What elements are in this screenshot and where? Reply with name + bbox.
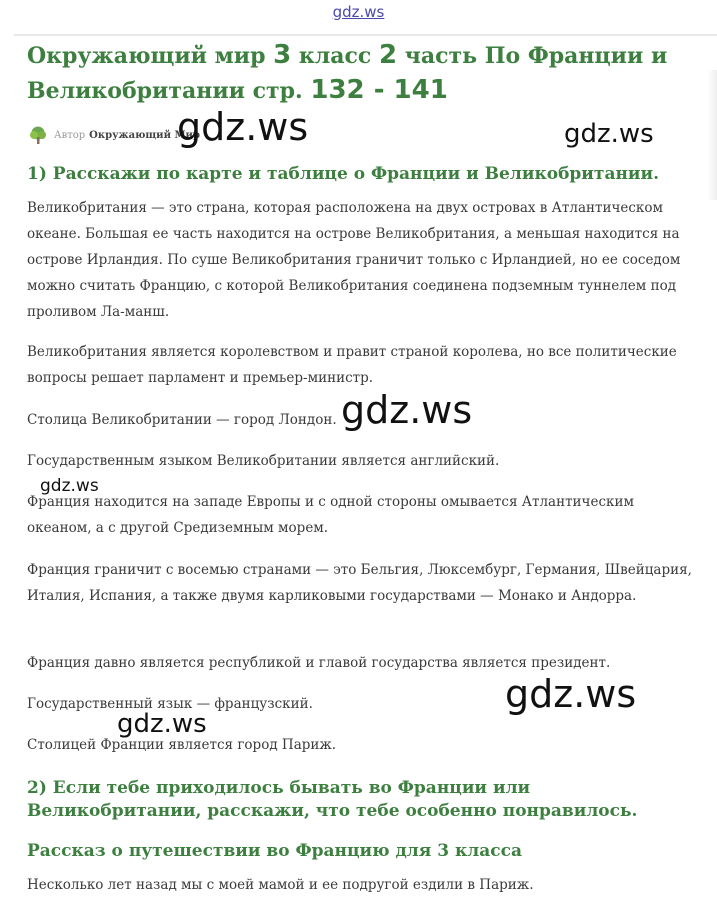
paragraph: Великобритания является королевством и правит страной королева, но все политические вопросы решает парламент и премьер-министр. [27,344,677,386]
story-paragraph: Несколько лет назад мы с моей мамой и ее подругой ездили в Париж. [27,877,534,893]
tree-icon [28,125,48,145]
author-label: Автор [54,129,86,141]
author-name[interactable]: Окружающий Мир [89,129,200,141]
title-class-number: 3 [273,40,292,70]
paragraph: Франция граничит с восемью странами — это Бельгия, Люксембург, Германия, Швейцария, Италия, Испания, а также двумя карликовыми государствами — Монако и Андорра. [27,562,692,604]
watermark: gdz.ws [564,119,654,149]
title-part: класс [291,43,379,69]
site-watermark-link[interactable]: gdz.ws [332,3,385,21]
watermark: gdz.ws [177,105,309,149]
sidebar-edge [707,70,717,200]
author-line [28,124,200,146]
content-frame-border [14,34,717,36]
title-part: часть По Франции и Великобритании стр. [27,43,668,104]
title-pages: 132 - 141 [310,75,448,105]
question-1-heading: 1) Расскажи по карте и таблице о Франции и Великобритании. [27,164,660,184]
paragraph: Государственным языком Великобритании является английский. [27,453,500,469]
title-part: Окружающий мир [27,43,274,69]
title-part-number: 2 [378,40,398,70]
story-heading: Рассказ о путешествии во Францию для 3 класса [27,841,523,861]
paragraph: Столица Великобритании — город Лондон. [27,412,337,428]
watermark: gdz.ws [505,672,637,716]
page-title [27,38,687,108]
paragraph: Франция давно является республикой и главой государства является президент. [27,655,611,671]
question-2-heading: 2) Если тебе приходилось бывать во Франции или Великобритании, расскажи, что тебе особенно понравилось. [27,778,638,821]
watermark: gdz.ws [117,709,207,739]
paragraph: Государственный язык — французский. [27,696,313,712]
watermark: gdz.ws [40,476,99,496]
paragraph: Франция находится на западе Европы и с одной стороны омывается Атлантическим океаном, а с другой Средиземным морем. [27,494,634,536]
watermark: gdz.ws [341,388,473,432]
paragraph: Великобритания — это страна, которая расположена на двух островах в Атлантическом океане. Большая ее часть находится на острове Великобритания, а меньшая находится на острове Ирландия. По суше Великобритания граничит только с Ирландией, но ее соседом можно считать Францию, с которой Великобритания соединена подземным туннелем под проливом Ла-манш. [27,200,681,320]
paragraph: Столицей Франции является город Париж. [27,737,337,753]
